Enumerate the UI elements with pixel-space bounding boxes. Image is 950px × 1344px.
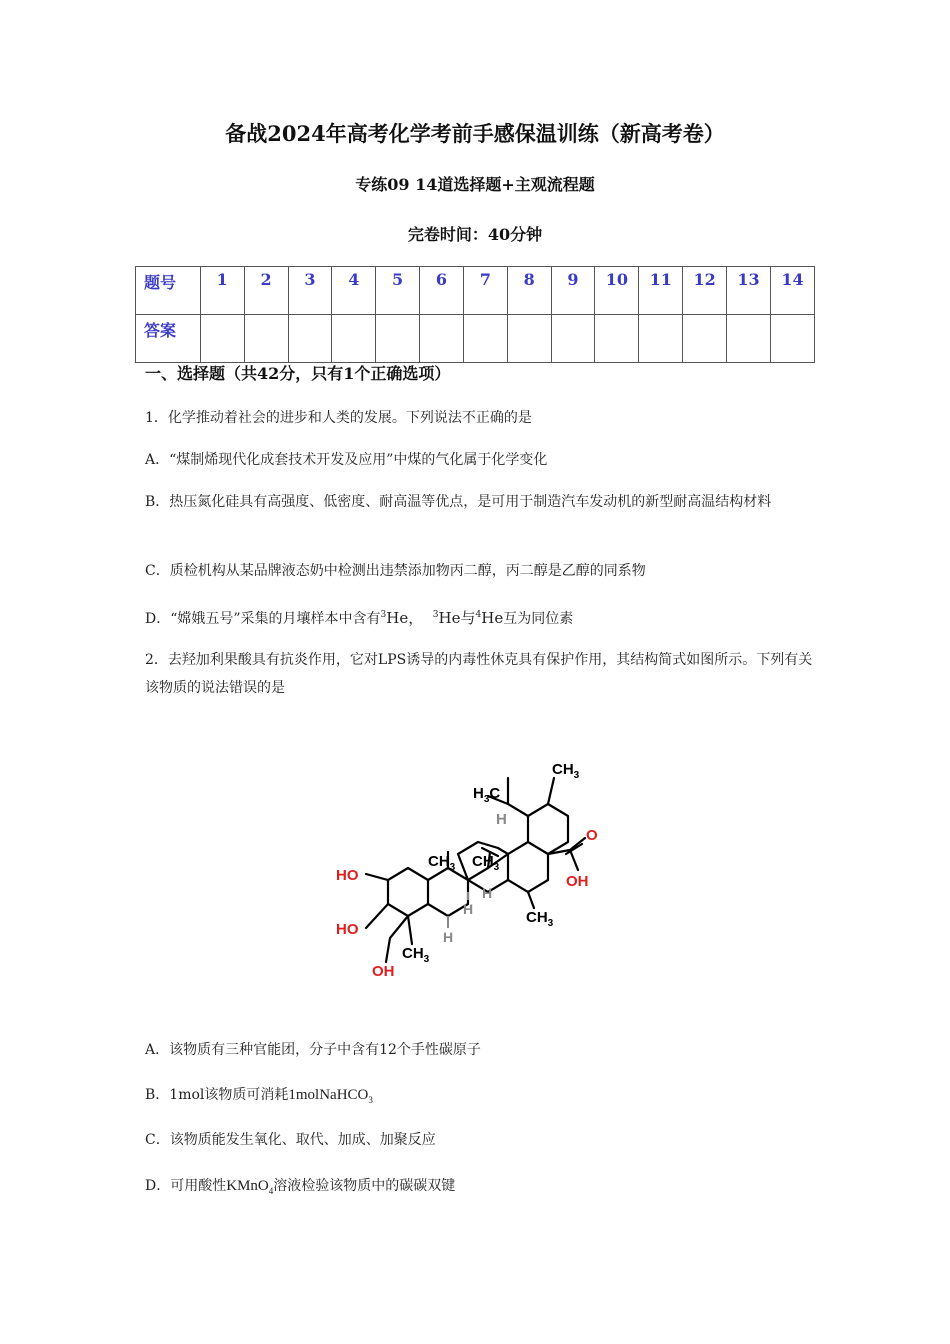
hydroxyl-label: HO <box>336 921 359 938</box>
option-d-text: D．“嫦娥五号”采集的月壤样本中含有 <box>145 611 381 627</box>
hydroxyl-label: OH <box>372 963 395 980</box>
question-number-cell: 1 <box>200 267 244 315</box>
question-2-stem: 2．去羟加利果酸具有抗炎作用，它对LPS诱导的内毒性休克具有保护作用，其结构简式如图所示。下列有关该物质的说法错误的是 <box>145 652 813 696</box>
methyl-label-h3c: $H_3C$ <box>473 785 501 805</box>
structural-formula <box>330 748 610 983</box>
answer-cell[interactable] <box>420 315 464 363</box>
question-1-option-a: A．“煤制烯现代化成套技术开发及应用”中煤的气化属于化学变化 <box>145 452 548 468</box>
isotope-symbol: He与 <box>438 609 476 627</box>
question-number-cell: 3 <box>288 267 332 315</box>
option-d-text: 互为同位素 <box>503 611 574 627</box>
formula-subscript: 4 <box>268 1186 274 1196</box>
isotope-mass: 4 <box>475 610 482 620</box>
formula-subscript: 3 <box>368 1095 373 1105</box>
methyl-label-ring-d: $CH_3$ <box>526 909 554 929</box>
methyl-label-top: $CH_3$ <box>552 761 580 781</box>
question-number-cell: 14 <box>770 267 814 315</box>
answer-table-number-row <box>136 267 815 315</box>
answer-cell[interactable] <box>639 315 683 363</box>
question-number-cell: 10 <box>595 267 639 315</box>
question-1-option-b: B．热压氮化硅具有高强度、低密度、耐高温等优点，是可用于制造汽车发动机的新型耐高温结构材料 <box>145 494 772 510</box>
isotope-symbol: He <box>481 609 504 627</box>
question-1-stem: 1．化学推动着社会的进步和人类的发展。下列说法不正确的是 <box>145 410 532 426</box>
option-d-text: D．可用酸性 <box>145 1178 227 1194</box>
question-number-cell: 6 <box>420 267 464 315</box>
formula-text: KMnO <box>226 1178 269 1194</box>
hydrogen-label: H <box>443 929 454 945</box>
document-subtitle: 专练09 14道选择题+主观流程题 <box>355 175 595 194</box>
methyl-label-ring-a: $CH_3$ <box>402 945 430 965</box>
answer-cell[interactable] <box>332 315 376 363</box>
question-2-option-d <box>145 1172 815 1205</box>
question-2-option-c: C．该物质能发生氧化、取代、加成、加聚反应 <box>145 1132 436 1148</box>
answer-cell[interactable] <box>595 315 639 363</box>
answer-cell[interactable] <box>507 315 551 363</box>
answer-table <box>135 266 815 363</box>
question-1-option-d <box>145 601 815 633</box>
question-2-option-a: A．该物质有三种官能团，分子中含有12个手性碳原子 <box>145 1042 481 1058</box>
question-1-option-c: C．质检机构从某品牌液态奶中检测出违禁添加物丙二醇，丙二醇是乙醇的同系物 <box>145 563 646 579</box>
methyl-label-ring-c: $CH_3$ <box>472 853 500 873</box>
option-d-text: 溶液检验该物质中的碳碳双键 <box>273 1178 456 1194</box>
answer-cell[interactable] <box>727 315 771 363</box>
hydrogen-label: H <box>482 885 493 901</box>
answer-cell[interactable] <box>376 315 420 363</box>
answer-cell[interactable] <box>463 315 507 363</box>
row-label-number: 题号 <box>136 267 201 315</box>
question-number-cell: 13 <box>727 267 771 315</box>
formula-text: 1molNaHCO <box>288 1087 369 1103</box>
hydrogen-label: H <box>463 901 474 917</box>
carbonyl-oxygen-label: O <box>586 827 598 844</box>
answer-cell[interactable] <box>683 315 727 363</box>
question-number-cell: 7 <box>463 267 507 315</box>
document-title: 备战2024年高考化学考前手感保温训练（新高考卷） <box>225 121 725 146</box>
hydroxyl-label: HO <box>336 867 359 884</box>
answer-cell[interactable] <box>551 315 595 363</box>
question-number-cell: 11 <box>639 267 683 315</box>
hydrogen-label: H <box>496 811 507 828</box>
time-limit: 完卷时间：40分钟 <box>407 225 543 244</box>
question-number-cell: 12 <box>683 267 727 315</box>
answer-cell[interactable] <box>244 315 288 363</box>
question-number-cell: 5 <box>376 267 420 315</box>
question-number-cell: 4 <box>332 267 376 315</box>
carboxyl-hydroxyl-label: OH <box>566 873 589 890</box>
question-number-cell: 8 <box>507 267 551 315</box>
row-label-answer: 答案 <box>136 315 201 363</box>
question-number-cell: 9 <box>551 267 595 315</box>
question-2-option-b <box>145 1081 815 1114</box>
molecule-diagram <box>330 748 610 983</box>
option-b-text: B．1mol该物质可消耗 <box>145 1087 289 1103</box>
section-heading: 一、选择题（共42分，只有1个正确选项） <box>145 364 451 383</box>
answer-cell[interactable] <box>770 315 814 363</box>
isotope-symbol: He， <box>386 609 424 627</box>
answer-cell[interactable] <box>200 315 244 363</box>
isotope-mass: 3 <box>432 610 439 620</box>
answer-cell[interactable] <box>288 315 332 363</box>
answer-table-answer-row <box>136 315 815 363</box>
question-number-cell: 2 <box>244 267 288 315</box>
isotope-mass: 3 <box>380 610 387 620</box>
methyl-label-ring-b: $CH_3$ <box>428 853 456 873</box>
